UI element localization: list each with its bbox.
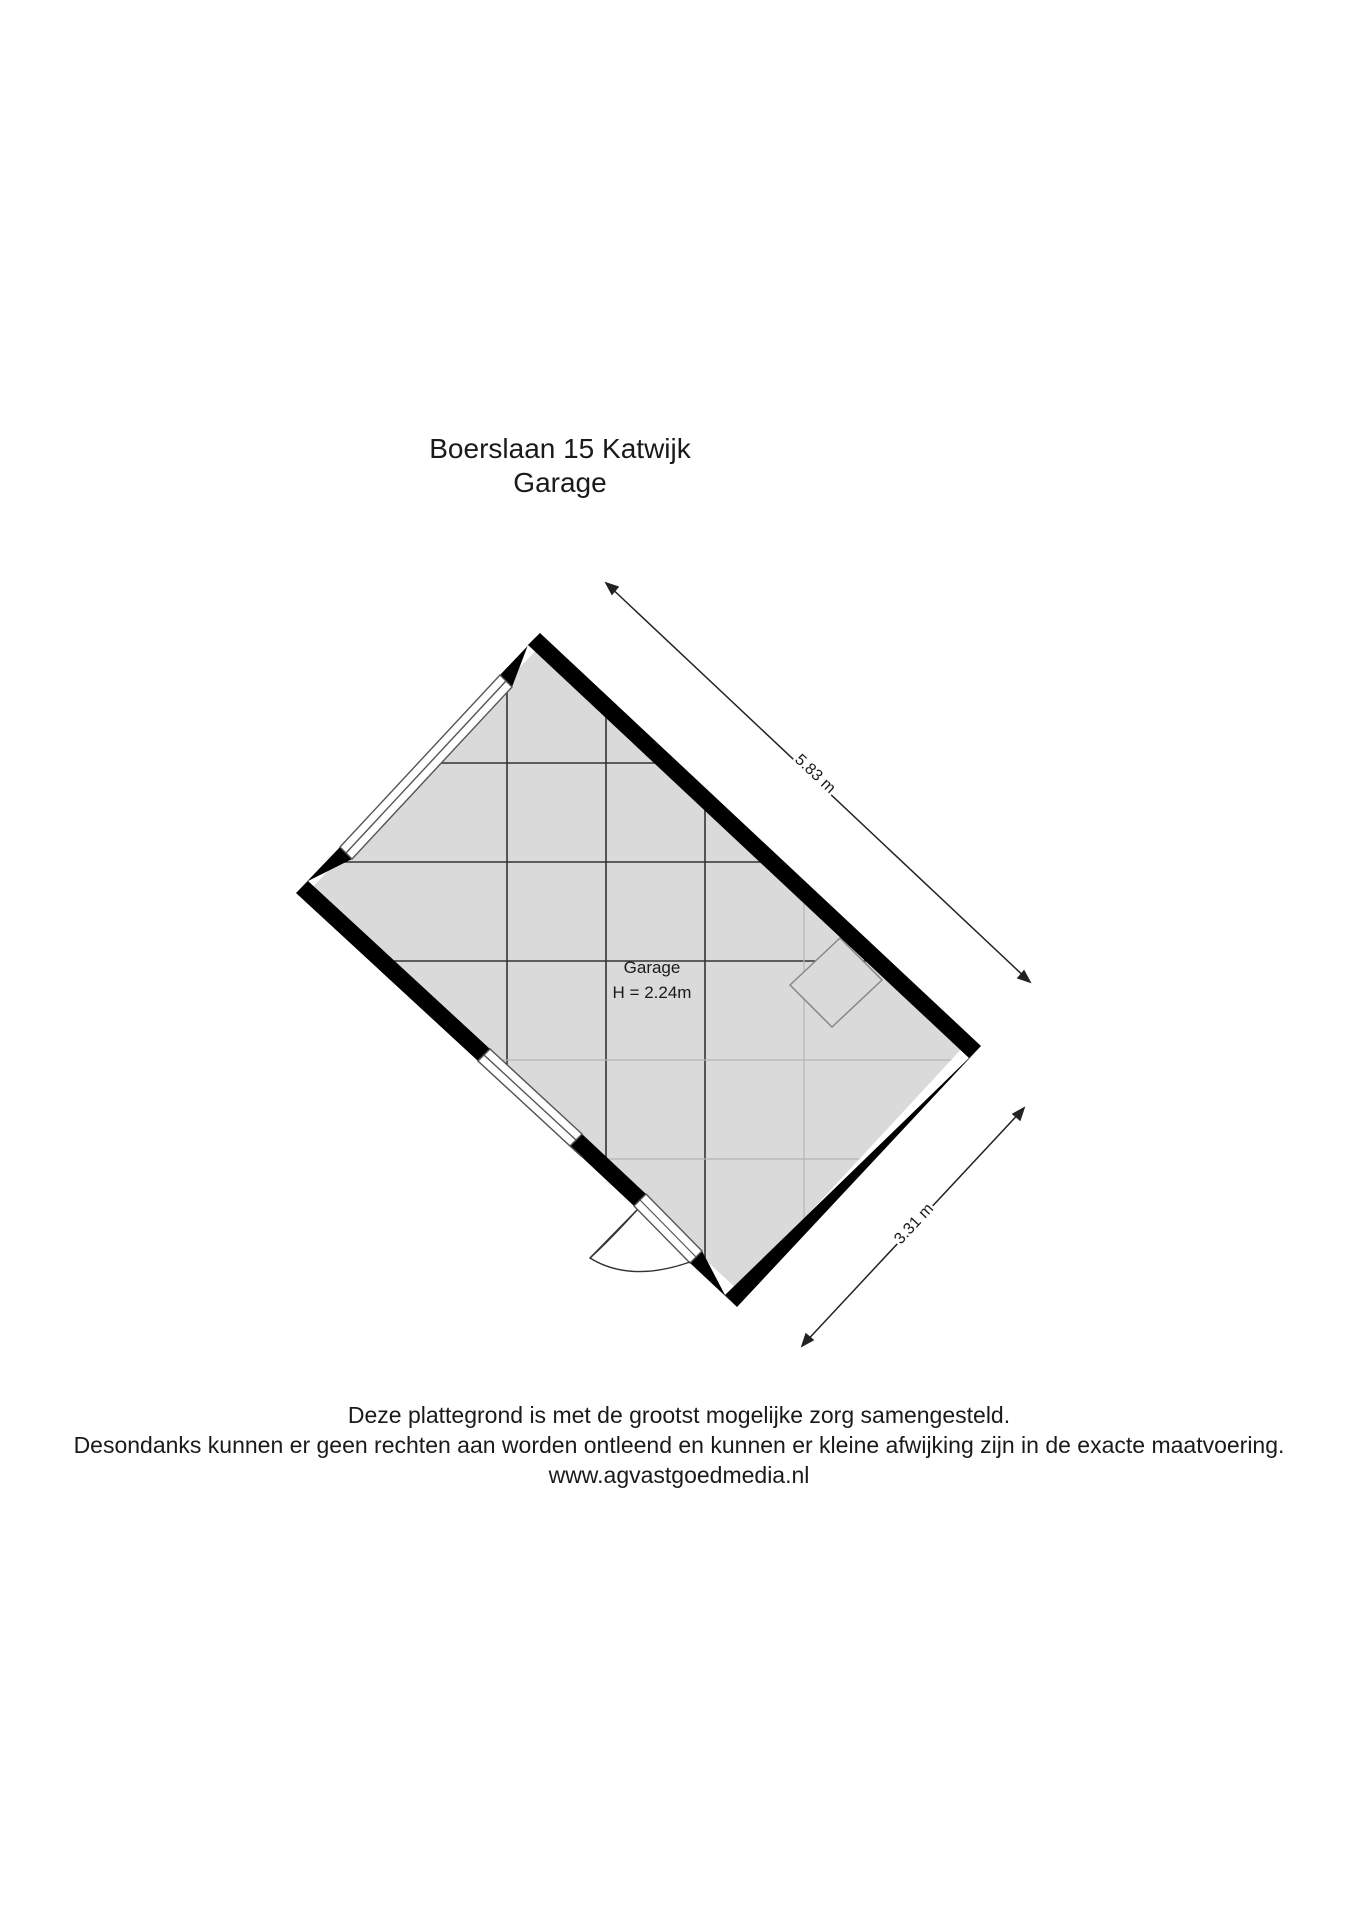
- dimension-width-label: 3.31 m: [891, 1200, 937, 1248]
- floor-title: Garage: [513, 467, 607, 498]
- disclaimer-line-2: Desondanks kunnen er geen rechten aan worden ontleend en kunnen er kleine afwijking zijn in de exacte maatvoering.: [73, 1432, 1285, 1458]
- website-link[interactable]: www.agvastgoedmedia.nl: [548, 1462, 810, 1488]
- room-height: H = 2.24m: [612, 983, 692, 1002]
- dimension-length-label: 5.83 m: [791, 751, 839, 797]
- disclaimer-line-1: Deze plattegrond is met de grootst mogelijke zorg samengesteld.: [347, 1402, 1011, 1428]
- room-name: Garage: [623, 958, 681, 977]
- disclaimer: [0, 1400, 1358, 1490]
- address-title: Boerslaan 15 Katwijk: [429, 433, 691, 464]
